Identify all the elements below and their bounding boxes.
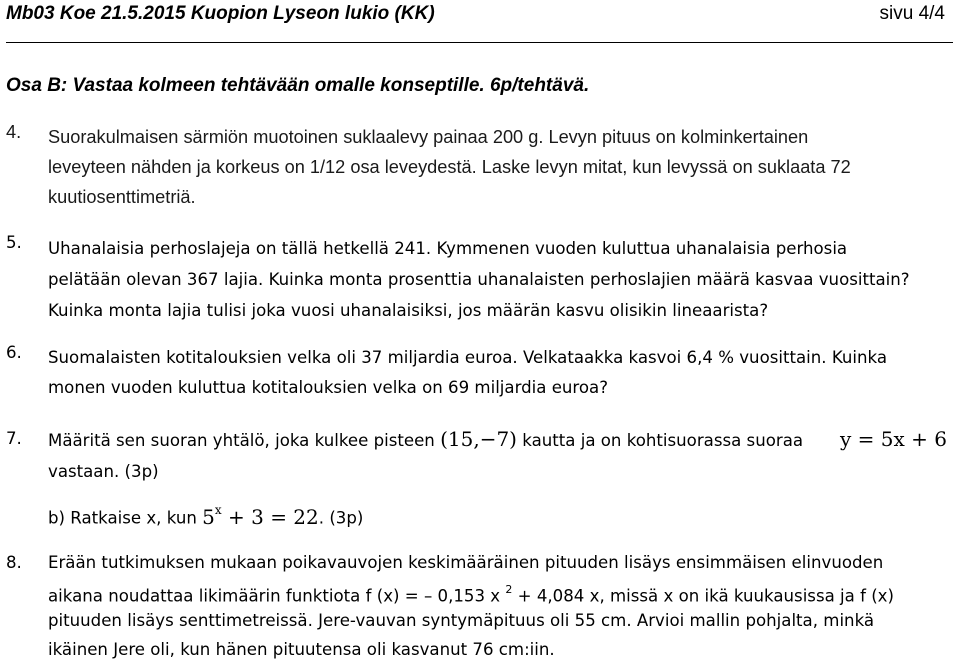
- equation-exponent: x: [214, 503, 222, 517]
- task-text: [48, 233, 953, 326]
- task-line: [48, 424, 803, 454]
- task-7b-line: [48, 497, 363, 527]
- point-expression: (15,−7): [440, 427, 517, 451]
- function-text-before: aikana noudattaa likimäärin funktiota f (x) = – 0,153 x: [48, 586, 506, 606]
- task-line: vastaan. (3p): [48, 462, 159, 481]
- section-title: Osa B: Vastaa kolmeen tehtävään omalle konseptille. 6p/tehtävä.: [6, 75, 590, 96]
- exam-title: Mb03 Koe 21.5.2015 Kuopion Lyseon lukio (KK): [6, 3, 435, 24]
- task-number: 4.: [6, 122, 22, 142]
- task-line: Suomalaisten kotitalouksien velka oli 37 miljardia euroa. Velkataakka kasvoi 6,4 % vuosittain. Kuinka: [48, 348, 888, 367]
- header-divider: [6, 42, 953, 43]
- page-header: [6, 0, 953, 34]
- task-number: 7.: [6, 429, 22, 448]
- task-7-text-after: kautta ja on kohtisuorassa suoraa: [516, 431, 804, 450]
- task-line: Erään tutkimuksen mukaan poikavauvojen keskimääräinen pituuden lisäys ensimmäisen elinvuoden: [48, 553, 884, 572]
- task-number: 5.: [6, 233, 22, 252]
- task-7-text-before: Määritä sen suoran yhtälö, joka kulkee pisteen: [48, 431, 441, 450]
- function-exponent: 2: [505, 583, 513, 596]
- task-line: Kuinka monta lajia tulisi joka vuosi uhanalaisiksi, jos määrän kasvu olisikin lineaarista?: [48, 301, 769, 320]
- task-line: kuutiosenttimetriä.: [48, 187, 196, 207]
- task-line: Suorakulmaisen särmiön muotoinen suklaalevy painaa 200 g. Levyn pituus on kolminkertainen: [48, 127, 809, 147]
- function-text-after: + 4,084 x, missä x on ikä kuukausissa ja f (x): [512, 586, 894, 606]
- equation-rest: + 3 = 22: [221, 504, 319, 529]
- task-text: [48, 424, 953, 534]
- task-7b-label: b) Ratkaise x, kun: [48, 508, 203, 528]
- task-line: ikäinen Jere oli, kun hänen pituutensa oli kasvanut 76 cm:iin.: [48, 640, 555, 659]
- line-equation: y = 5x + 6: [840, 427, 947, 451]
- task-line: pelätään olevan 367 lajia. Kuinka monta prosenttia uhanalaisten perhoslajien määrä kasvaa vuosittain?: [48, 270, 910, 289]
- task-7b-points: . (3p): [318, 508, 364, 528]
- task-line: pituuden lisäys senttimetreissä. Jere-vauvan syntymäpituus oli 55 cm. Arvioi mallin pohjalta, minkä: [48, 611, 875, 630]
- task-text: [48, 548, 953, 664]
- task-line: monen vuoden kuluttua kotitalouksien velka on 69 miljardia euroa?: [48, 378, 609, 397]
- equation-base: 5: [202, 504, 215, 529]
- exponential-equation: [202, 505, 319, 529]
- task-number: 6.: [6, 343, 22, 362]
- task-text: [48, 122, 953, 212]
- task-7: [6, 424, 953, 534]
- task-line: [48, 577, 953, 606]
- task-number: 8.: [6, 553, 22, 572]
- task-line: leveyteen nähden ja korkeus on 1/12 osa leveydestä. Laske levyn mitat, kun levyssä on suklaata 72: [48, 157, 851, 177]
- page-number: sivu 4/4: [879, 3, 945, 24]
- task-text: [48, 343, 953, 403]
- task-line: Uhanalaisia perhoslajeja on tällä hetkellä 241. Kymmenen vuoden kuluttua uhanalaisia perhosia: [48, 239, 848, 258]
